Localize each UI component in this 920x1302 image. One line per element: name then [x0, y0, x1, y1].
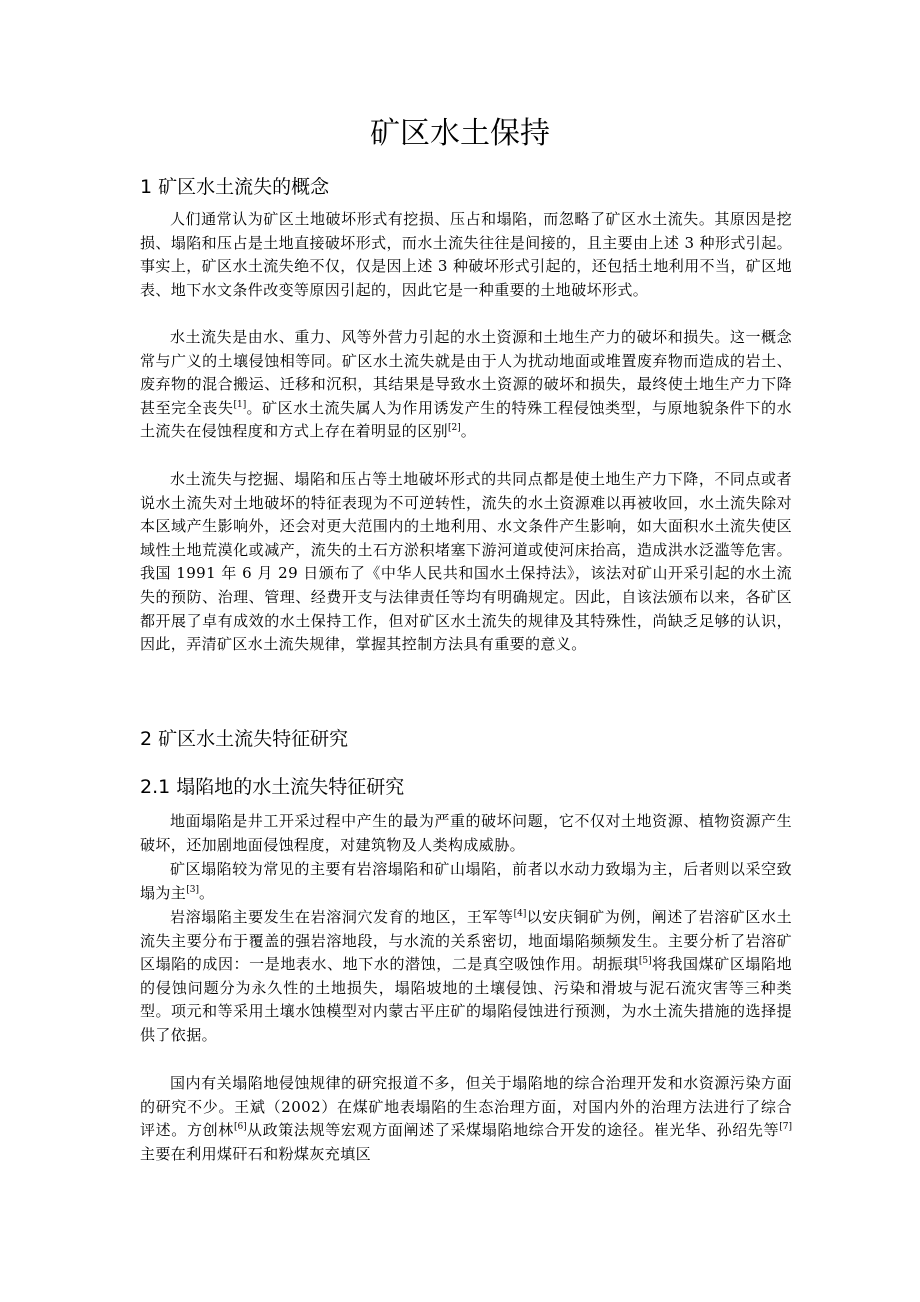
citation-ref: [3]	[186, 884, 199, 895]
text-run: 矿区塌陷较为常见的主要有岩溶塌陷和矿山塌陷，前者以水动力致塌为主，后者则以采空致塌为主	[140, 860, 792, 902]
section-1-heading: 1 矿区水土流失的概念	[140, 176, 330, 198]
citation-ref: [6]	[233, 1122, 247, 1133]
section-1-paragraph-2	[140, 326, 792, 444]
citation-ref: [7]	[779, 1122, 792, 1133]
text-run: 。	[198, 883, 215, 902]
citation-ref: [4]	[513, 909, 527, 919]
text-run: 。矿区水土流失属人为作用诱发产生的特殊工程侵蚀类型，与原地貌条件下的水土流失在侵蚀程度和方式上存在着明显的区别	[140, 398, 792, 441]
section-2-1-heading: 2.1 塌陷地的水土流失特征研究	[140, 776, 405, 798]
section-2-1-paragraph-4	[140, 1072, 792, 1166]
section-2-1-paragraph-3	[140, 906, 792, 1048]
text-run: 岩溶塌陷主要发生在岩溶洞穴发育的地区，王军等	[170, 908, 514, 926]
text-run: 国内有关塌陷地侵蚀规律的研究报道不多，但关于塌陷地的综合治理开发和水资源污染方面的研究不少。王斌（2002）在煤矿地表塌陷的生态治理方面，对国内外的治理方法进行了综合评述。方创林	[140, 1074, 792, 1140]
text-run: 。	[460, 422, 477, 441]
citation-ref: [1]	[233, 399, 247, 410]
text-run: 将我国煤矿区塌陷地的侵蚀问题分为永久性的土地损失，塌陷坡地的土壤侵蚀、污染和滑坡与泥石流灾害等三种类型。项元和等采用土壤水蚀模型对内蒙古平庄矿的塌陷侵蚀进行预测，为水土流失措施的选择提供了依据。	[140, 955, 792, 1044]
text-run: 水土流失是由水、重力、风等外营力引起的水土资源和土地生产力的破坏和损失。这一概念常与广义的土壤侵蚀相等同。矿区水土流失就是由于人为扰动地面或堆置废弃物而造成的岩土、废弃物的混合搬运、迁移和沉积，其结果是导致水土资源的破坏和损失，最终使土地生产力下降甚至完全丧失	[140, 328, 792, 417]
document-title: 矿区水土保持	[370, 116, 550, 151]
text-run: 以安庆铜矿为例，阐述了岩溶矿区水土流失主要分布于覆盖的强岩溶地段，与水流的关系密切，地面塌陷频频发生。主要分析了岩溶矿区塌陷的成因：一是地表水、地下水的潜蚀，二是真空吸蚀作用。胡振琪	[140, 908, 792, 974]
section-2-1-paragraph-1: 地面塌陷是井工开采过程中产生的最为严重的破坏问题，它不仅对土地资源、植物资源产生破坏，还加剧地面侵蚀程度，对建筑物及人类构成威胁。	[140, 812, 792, 854]
text-run: 主要在利用煤矸石和粉煤灰充填区	[140, 1144, 372, 1163]
text-run: 从政策法规等宏观方面阐述了采煤塌陷地综合开发的途径。崔光华、孙绍先等	[246, 1121, 780, 1140]
citation-ref: [2]	[448, 423, 461, 434]
section-2-1-paragraph-2	[140, 858, 792, 905]
section-2-heading: 2 矿区水土流失特征研究	[140, 728, 349, 750]
section-1-paragraph-3: 水土流失与挖掘、塌陷和压占等土地破坏形式的共同点都是使土地生产力下降，不同点或者说水土流失对土地破坏的特征表现为不可逆转性，流失的水土资源难以再被收回，水土流失除对本区域产生影响外，还会对更大范围内的土地利用、水文条件产生影响，如大面积水土流失使区域性土地荒漠化或减产，流失的土石方淤积堵塞下游河道或使河床抬高，造成洪水泛滥等危害。我国 1991 年 6 月 29 日颁布了《中华人民共和国水土保持法》，该法对矿山开采引起的水土流失的预防、治理、管理、经费开支与法律责任等均有明确规定。因此，自该法颁布以来，各矿区都开展了卓有成效的水土保持工作，但对矿区水土流失的规律及其特殊性，尚缺乏足够的认识，因此，弄清矿区水土流失规律，掌握其控制方法具有重要的意义。	[140, 470, 792, 654]
section-1-paragraph-1: 人们通常认为矿区土地破坏形式有挖损、压占和塌陷，而忽略了矿区水土流失。其原因是挖损、塌陷和压占是土地直接破坏形式，而水土流失往往是间接的，且主要由上述 3 种形式引起。事实上，矿区水土流失绝不仅，仅是因上述 3 种破坏形式引起的，还包括土地利用不当，矿区地表、地下水文条件改变等原因引起的，因此它是一种重要的土地破坏形式。	[140, 210, 792, 299]
citation-ref: [5]	[638, 956, 652, 967]
